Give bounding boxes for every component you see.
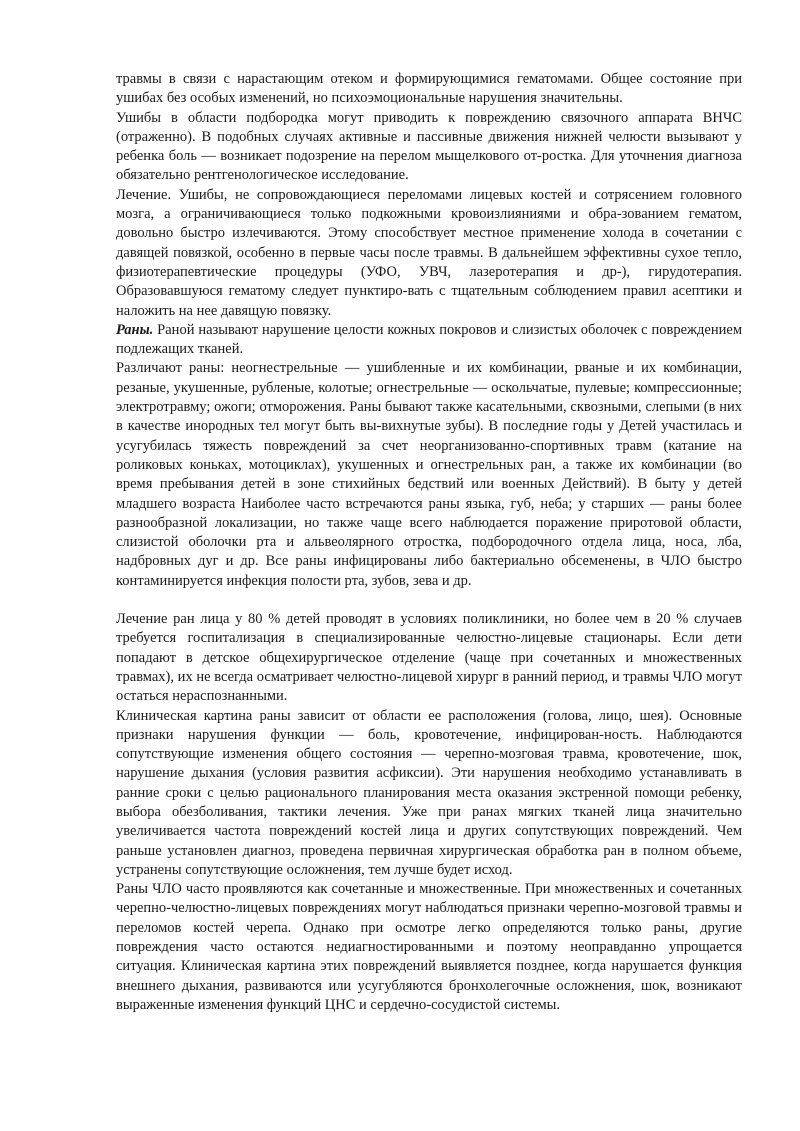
paragraph-wound-treatment: Лечение ран лица у 80 % детей проводят в условиях поликлиники, но более чем в 20 % случаев требуется госпитализация в специализированные челюстно-лицевые стационары. Если дети попадают в детское общехирургическое отделение (чаще при сочетанных и множественных травмах), их не всегда осматривает челюстно-лицевой хирург в ранний период, и травмы ЧЛО могут остаться нераспознанными. [116, 611, 742, 705]
paragraph-contusion-treatment: Лечение. Ушибы, не сопровождающиеся переломами лицевых костей и сотрясением головного мозга, а ограничивающиеся только подкожными кровоизлияниями и обра-зованием гематом, довольно быстро излечиваются. Этому способствует местное применение холода в сочетании с давящей повязкой, особенно в первые часы после травмы. В дальнейшем эффективны сухое тепло, физиотерапевтические процедуры (УФО, УВЧ, лазеротерапия и др-), гирудотерапия. Образовавшуюся гематому следует пунктиро-вать с тщательным соблюдением правил асептики и наложить на нее давящую повязку. [116, 186, 742, 319]
paragraph-clinical-picture: Клиническая картина раны зависит от области ее расположения (голова, лицо, шея). Основные признаки нарушения функции — боль, кровотечение, инфицирован-ность. Наблюдаются сопутствующие изменения общего состояния — черепно-мозговая травма, кровотечение, шок, нарушение дыхания (условия развития асфиксии). Эти нарушения необходимо устанавливать в ранние сроки с целью рационального планирования места оказания экстренной помощи ребенку, выбора обезболивания, тактики лечения. Уже при ранах мягких тканей лица значительно увеличивается частота повреждений костей лица и других сопутствующих повреждений. Чем раньше установлен диагноз, проведена первичная хирургическая обработка ран в полном объеме, устранены сопутствующие осложнения, тем лучше будет исход. [116, 707, 742, 878]
paragraph-chin-contusions: Ушибы в области подбородка могут приводить к повреждению связочного аппарата ВНЧС (отраженно). В подобных случаях активные и пассивные движения нижней челюсти вызывают у ребенка боль — возникает подозрение на перелом мыщелкового от-ростка. Для уточнения диагноза обязательно рентгенологическое исследование. [116, 109, 742, 184]
paragraph-spacer [116, 591, 742, 610]
body-text [116, 70, 742, 1015]
wounds-definition-text: Раной называют нарушение целости кожных покровов и слизистых оболочек с повреждением подлежащих тканей. [116, 321, 742, 358]
paragraph-combined-injuries: Раны ЧЛО часто проявляются как сочетанные и множественные. При множественных и сочетанных черепно-челюстно-лицевых повреждениях могут наблюдаться признаки черепно-мозговой травмы и переломов костей черепа. Однако при осмотре легко определяются только раны, другие повреждения часто остаются недиагностированными и поэтому неоправданно упрощается ситуация. Клиническая картина этих повреждений выявляется позднее, когда нарушается функция внешнего дыхания, развиваются или усугубляются бронхолегочные осложнения, шок, возникают выраженные изменения функций ЦНС и сердечно-сосудистой системы. [116, 881, 742, 1013]
paragraph-wound-types: Различают раны: неогнестрельные — ушибленные и их комбинации, рваные и их комбинации, резаные, укушенные, рубленые, колотые; огнестрельные — оскольчатые, пулевые; компрессионные; электротравму; ожоги; отморожения. Раны бывают также касательными, сквозными, слепыми (в них в качестве инородных тел могут быть вы-вихнутые зубы). В последние годы у Детей участилась и усугубилась тяжесть повреждений за счет неорганизованно-спортивных травм (катание на роликовых коньках, мотоциклах), укушенных и огнестрельных ран, а также их комбинации (во время пребывания детей в зоне стихийных бедствий или военных Действий). В быту у детей младшего возраста Наиболее часто встречаются раны языка, губ, неба; у старших — раны более разнообразной локализации, но также чаще всего наблюдается поражение приротовой области, слизистой оболочки рта и альвеолярного отростка, подбородочного отдела лица, носа, лба, надбровных дуг и др. Все раны инфицированы либо бактериально обсеменены, в ЧЛО быстро контаминируется инфекция полости рта, зубов, зева и др. [116, 360, 742, 589]
paragraph-contusion-condition: травмы в связи с нарастающим отеком и формирующимися гематомами. Общее состояние при ушибах без особых изменений, но психоэмоциональные нарушения значительны. [116, 71, 742, 107]
paragraph-wounds-definition [116, 321, 742, 360]
section-heading-wounds: Раны. [116, 321, 154, 338]
